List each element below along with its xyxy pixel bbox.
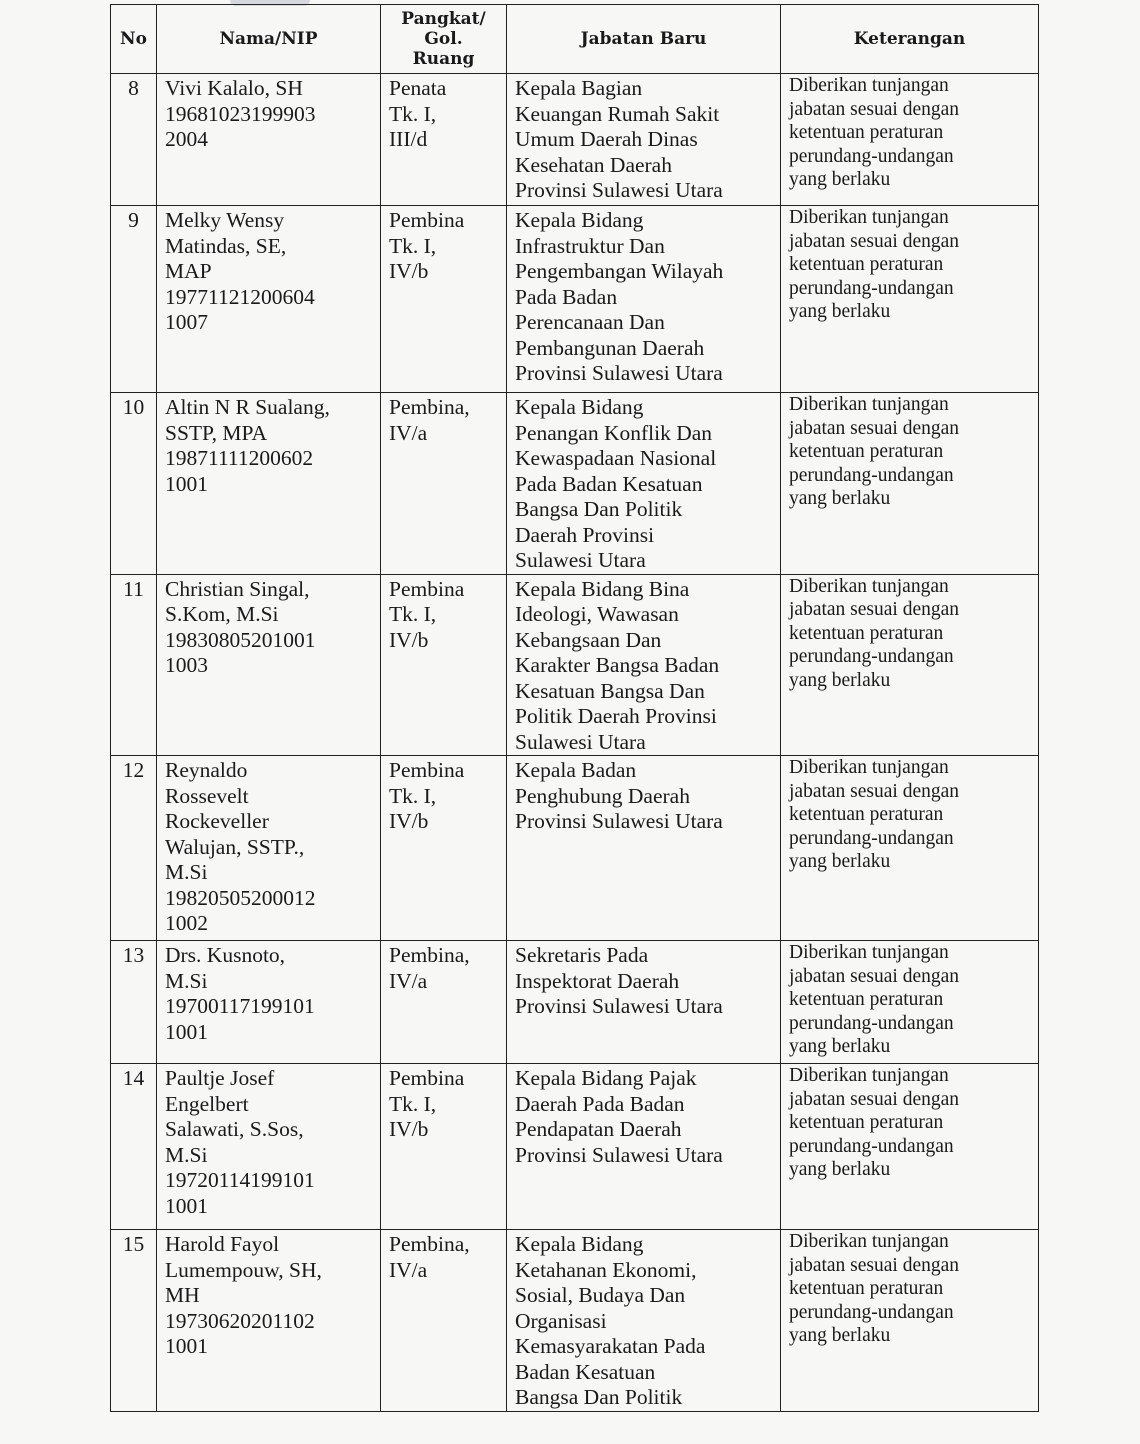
cell-nama-nip-line: 1001: [165, 1334, 208, 1358]
cell-nama-nip-line: 1001: [165, 1019, 208, 1044]
cell-jabatan-baru: [507, 206, 781, 393]
cell-jabatan-baru-line: Keuangan Rumah Sakit: [515, 101, 720, 126]
cell-jabatan-baru-line: Pendapatan Daerah: [515, 1117, 682, 1141]
cell-nama-nip-line: Paultje Josef: [165, 1066, 275, 1090]
cell-jabatan-baru-line: Kepala Bidang Bina: [515, 576, 690, 601]
cell-jabatan-baru-line: Pada Badan Kesatuan: [515, 471, 703, 496]
cell-jabatan-baru-line: Kepala Badan: [515, 758, 637, 782]
cell-nama-nip-line: S.Kom, M.Si: [165, 602, 279, 626]
table-body: [111, 74, 1039, 1412]
cell-keterangan-line: ketentuan peraturan: [789, 1278, 944, 1299]
cell-nama-nip-line: 19820505200012: [165, 885, 316, 910]
cell-jabatan-baru-line: Karakter Bangsa Badan: [515, 653, 720, 677]
cell-keterangan-line: yang berlaku: [789, 1159, 891, 1180]
cell-keterangan: [781, 574, 1039, 756]
cell-jabatan-baru-line: Kebangsaan Dan: [515, 627, 662, 652]
cell-keterangan: [781, 393, 1039, 575]
cell-pangkat: [381, 393, 507, 575]
cell-jabatan-baru-line: Kewaspadaan Nasional: [515, 446, 717, 470]
cell-keterangan-line: jabatan sesuai dengan: [789, 1088, 960, 1110]
cell-pangkat-line: Pembina,: [389, 943, 470, 967]
cell-jabatan-baru-line: Daerah Pada Badan: [515, 1091, 685, 1116]
cell-keterangan-line: Diberikan tunjangan: [789, 757, 949, 778]
cell-nama-nip-line: Salawati, S.Sos,: [165, 1117, 304, 1141]
cell-keterangan: [781, 1230, 1039, 1412]
cell-nama-nip-line: Lumempouw, SH,: [165, 1257, 322, 1282]
cell-pangkat-line: IV/b: [389, 809, 429, 833]
cell-pangkat-line: Pembina: [389, 576, 465, 601]
cell-jabatan-baru-line: Provinsi Sulawesi Utara: [515, 1142, 723, 1167]
cell-keterangan-line: ketentuan peraturan: [789, 622, 944, 644]
cell-pangkat-line: Pembina: [389, 758, 465, 782]
cell-jabatan-baru-line: Perencanaan Dan: [515, 310, 665, 334]
cell-keterangan: [781, 206, 1039, 393]
cell-jabatan-baru-line: Bangsa Dan Politik: [515, 1385, 683, 1409]
cell-no: 14: [111, 1064, 157, 1230]
cell-keterangan-line: perundang-undangan: [789, 277, 954, 299]
cell-nama-nip: [157, 206, 381, 393]
cell-pangkat-line: Tk. I,: [389, 602, 437, 626]
cell-jabatan-baru-line: Sulawesi Utara: [515, 548, 646, 572]
cell-nama-nip: [157, 574, 381, 756]
cell-jabatan-baru: [507, 574, 781, 756]
cell-no: 15: [111, 1230, 157, 1412]
cell-jabatan-baru-line: Kepala Bidang Pajak: [515, 1066, 697, 1090]
cell-pangkat: [381, 74, 507, 206]
cell-no: 13: [111, 941, 157, 1064]
cell-pangkat-line: Penata: [389, 76, 447, 100]
cell-keterangan-line: yang berlaku: [789, 1325, 891, 1346]
table-header-row: [111, 5, 1039, 74]
cell-jabatan-baru-line: Bangsa Dan Politik: [515, 497, 683, 521]
cell-nama-nip: [157, 1230, 381, 1412]
cell-keterangan-line: yang berlaku: [789, 1036, 891, 1057]
cell-keterangan-line: yang berlaku: [789, 669, 891, 691]
table-row: [111, 1064, 1039, 1230]
cell-nama-nip-line: 19871111200602: [165, 446, 314, 470]
header-nama-nip: Nama/NIP: [157, 5, 381, 74]
header-no: No: [111, 5, 157, 74]
cell-jabatan-baru-line: Infrastruktur Dan: [515, 233, 665, 258]
cell-nama-nip-line: Altin N R Sualang,: [165, 395, 330, 419]
cell-jabatan-baru-line: Politik Daerah Provinsi: [515, 704, 717, 728]
appointment-table: [110, 4, 1039, 1412]
cell-nama-nip-line: 19720114199101: [165, 1168, 315, 1192]
cell-keterangan: [781, 74, 1039, 206]
header-jabatan-baru: Jabatan Baru: [507, 5, 781, 74]
cell-pangkat-line: IV/b: [389, 627, 429, 652]
cell-no: 8: [111, 74, 157, 206]
cell-jabatan-baru-line: Kepala Bidang: [515, 395, 644, 419]
cell-keterangan-line: jabatan sesuai dengan: [789, 1254, 960, 1276]
cell-jabatan-baru-line: Provinsi Sulawesi Utara: [515, 361, 723, 385]
header-pangkat-line: Gol.: [424, 29, 463, 49]
cell-jabatan-baru-line: Badan Kesatuan: [515, 1359, 656, 1384]
cell-no: 10: [111, 393, 157, 575]
cell-jabatan-baru: [507, 393, 781, 575]
cell-pangkat: [381, 941, 507, 1064]
cell-pangkat-line: Tk. I,: [389, 1091, 437, 1116]
cell-keterangan-line: Diberikan tunjangan: [789, 75, 949, 96]
cell-jabatan-baru-line: Penghubung Daerah: [515, 783, 690, 808]
cell-keterangan: [781, 756, 1039, 941]
cell-keterangan-line: jabatan sesuai dengan: [789, 98, 960, 120]
table-row: [111, 1230, 1039, 1412]
cell-nama-nip-line: Matindas, SE,: [165, 233, 287, 258]
cell-jabatan-baru-line: Kepala Bidang: [515, 208, 644, 232]
cell-nama-nip-line: 19830805201001: [165, 627, 316, 652]
cell-pangkat-line: Pembina,: [389, 395, 470, 419]
cell-pangkat-line: IV/a: [389, 420, 428, 445]
cell-keterangan-line: jabatan sesuai dengan: [789, 965, 960, 987]
cell-pangkat: [381, 756, 507, 941]
cell-keterangan-line: perundang-undangan: [789, 1301, 954, 1323]
cell-nama-nip-line: MH: [165, 1283, 200, 1307]
cell-nama-nip: [157, 756, 381, 941]
cell-no: 9: [111, 206, 157, 393]
cell-keterangan-line: perundang-undangan: [789, 1135, 954, 1157]
cell-keterangan-line: yang berlaku: [789, 851, 891, 872]
cell-nama-nip-line: 1001: [165, 1193, 208, 1218]
cell-pangkat: [381, 1064, 507, 1230]
cell-jabatan-baru: [507, 74, 781, 206]
cell-nama-nip: [157, 941, 381, 1064]
cell-pangkat: [381, 206, 507, 393]
table-row: [111, 941, 1039, 1064]
header-keterangan: Keterangan: [781, 5, 1039, 74]
cell-pangkat-line: Pembina: [389, 1066, 465, 1090]
cell-nama-nip: [157, 1064, 381, 1230]
cell-jabatan-baru-line: Sulawesi Utara: [515, 729, 646, 754]
cell-jabatan-baru-line: Pengembangan Wilayah: [515, 259, 724, 283]
table-row: [111, 574, 1039, 756]
cell-jabatan-baru: [507, 1230, 781, 1412]
cell-keterangan-line: ketentuan peraturan: [789, 441, 944, 462]
cell-jabatan-baru-line: Umum Daerah Dinas: [515, 127, 698, 151]
cell-pangkat-line: IV/a: [389, 968, 428, 993]
cell-keterangan-line: jabatan sesuai dengan: [789, 417, 960, 439]
cell-nama-nip-line: SSTP, MPA: [165, 420, 267, 445]
cell-pangkat-line: Tk. I,: [389, 233, 437, 258]
cell-nama-nip-line: Rossevelt: [165, 783, 249, 808]
cell-nama-nip-line: Rockeveller: [165, 809, 269, 833]
cell-nama-nip-line: M.Si: [165, 1142, 208, 1167]
cell-keterangan: [781, 941, 1039, 1064]
cell-keterangan: [781, 1064, 1039, 1230]
cell-nama-nip-line: 1002: [165, 911, 208, 935]
cell-keterangan-line: perundang-undangan: [789, 1012, 954, 1034]
cell-keterangan-line: ketentuan peraturan: [789, 989, 944, 1010]
cell-pangkat-line: Pembina: [389, 208, 465, 232]
cell-nama-nip-line: Drs. Kusnoto,: [165, 943, 286, 967]
cell-nama-nip: [157, 393, 381, 575]
cell-nama-nip-line: MAP: [165, 259, 212, 283]
table-row: [111, 756, 1039, 941]
cell-keterangan-line: Diberikan tunjangan: [789, 942, 949, 963]
cell-jabatan-baru-line: Kepala Bagian: [515, 76, 643, 100]
cell-keterangan-line: jabatan sesuai dengan: [789, 599, 960, 620]
cell-keterangan-line: Diberikan tunjangan: [789, 575, 949, 597]
cell-keterangan-line: ketentuan peraturan: [789, 122, 944, 143]
cell-no: 12: [111, 756, 157, 941]
cell-keterangan-line: ketentuan peraturan: [789, 1112, 944, 1133]
cell-nama-nip-line: 1003: [165, 653, 208, 677]
cell-jabatan-baru-line: Ketahanan Ekonomi,: [515, 1257, 697, 1282]
cell-jabatan-baru-line: Pembangunan Daerah: [515, 335, 705, 360]
cell-pangkat-line: IV/b: [389, 1117, 429, 1141]
cell-jabatan-baru-line: Sosial, Budaya Dan: [515, 1283, 686, 1307]
cell-keterangan-line: Diberikan tunjangan: [789, 394, 949, 415]
cell-jabatan-baru-line: Ideologi, Wawasan: [515, 602, 679, 626]
cell-keterangan-line: perundang-undangan: [789, 464, 954, 486]
cell-nama-nip-line: 2004: [165, 127, 208, 151]
cell-jabatan-baru-line: Kesehatan Daerah: [515, 152, 672, 177]
cell-keterangan-line: Diberikan tunjangan: [789, 1231, 949, 1252]
table-row: [111, 74, 1039, 206]
cell-pangkat-line: IV/b: [389, 259, 429, 283]
cell-no: 11: [111, 574, 157, 756]
header-pangkat-line: Pangkat/: [401, 9, 486, 29]
cell-jabatan-baru-line: Inspektorat Daerah: [515, 968, 680, 993]
cell-nama-nip-line: Engelbert: [165, 1091, 249, 1116]
cell-nama-nip-line: Walujan, SSTP.,: [165, 834, 305, 859]
cell-jabatan-baru-line: Pada Badan: [515, 284, 618, 309]
cell-keterangan-line: perundang-undangan: [789, 827, 954, 849]
cell-keterangan-line: yang berlaku: [789, 169, 891, 190]
cell-nama-nip-line: Melky Wensy: [165, 208, 285, 232]
cell-nama-nip: [157, 74, 381, 206]
cell-jabatan-baru-line: Provinsi Sulawesi Utara: [515, 809, 723, 833]
cell-nama-nip-line: 19730620201102: [165, 1308, 315, 1333]
header-pangkat-line: Ruang: [412, 49, 475, 69]
cell-jabatan-baru-line: Daerah Provinsi: [515, 522, 655, 547]
cell-jabatan-baru-line: Penangan Konflik Dan: [515, 420, 713, 445]
cell-jabatan-baru-line: Kesatuan Bangsa Dan: [515, 678, 705, 703]
cell-jabatan-baru: [507, 941, 781, 1064]
table-row: [111, 206, 1039, 393]
cell-nama-nip-line: M.Si: [165, 860, 208, 884]
cell-nama-nip-line: Harold Fayol: [165, 1232, 280, 1256]
cell-nama-nip-line: 1001: [165, 471, 208, 496]
cell-jabatan-baru-line: Organisasi: [515, 1308, 607, 1333]
cell-jabatan-baru-line: Provinsi Sulawesi Utara: [515, 994, 723, 1018]
cell-jabatan-baru-line: Sekretaris Pada: [515, 943, 649, 967]
cell-keterangan-line: Diberikan tunjangan: [789, 1065, 949, 1086]
cell-nama-nip-line: 19681023199903: [165, 101, 316, 126]
cell-pangkat-line: Pembina,: [389, 1232, 470, 1256]
cell-keterangan-line: yang berlaku: [789, 301, 891, 322]
cell-nama-nip-line: M.Si: [165, 968, 208, 993]
cell-pangkat: [381, 1230, 507, 1412]
cell-nama-nip-line: 19700117199101: [165, 994, 315, 1018]
cell-jabatan-baru-line: Provinsi Sulawesi Utara: [515, 178, 723, 202]
cell-pangkat-line: Tk. I,: [389, 101, 437, 126]
cell-pangkat-line: III/d: [389, 127, 428, 151]
cell-pangkat-line: Tk. I,: [389, 783, 437, 808]
cell-nama-nip-line: 1007: [165, 310, 208, 334]
header-pangkat: [381, 5, 507, 74]
cell-jabatan-baru: [507, 1064, 781, 1230]
cell-pangkat: [381, 574, 507, 756]
cell-keterangan-line: Diberikan tunjangan: [789, 207, 949, 228]
cell-nama-nip-line: 19771121200604: [165, 284, 315, 309]
table-row: [111, 393, 1039, 575]
cell-nama-nip-line: Vivi Kalalo, SH: [165, 76, 303, 100]
cell-jabatan-baru-line: Kemasyarakatan Pada: [515, 1334, 706, 1358]
cell-keterangan-line: jabatan sesuai dengan: [789, 230, 960, 252]
cell-keterangan-line: ketentuan peraturan: [789, 254, 944, 275]
cell-keterangan-line: yang berlaku: [789, 488, 891, 509]
cell-nama-nip-line: Christian Singal,: [165, 576, 310, 601]
cell-jabatan-baru-line: Kepala Bidang: [515, 1232, 644, 1256]
cell-jabatan-baru: [507, 756, 781, 941]
cell-keterangan-line: jabatan sesuai dengan: [789, 780, 960, 802]
cell-nama-nip-line: Reynaldo: [165, 758, 248, 782]
cell-keterangan-line: perundang-undangan: [789, 646, 954, 667]
cell-pangkat-line: IV/a: [389, 1257, 428, 1282]
cell-keterangan-line: perundang-undangan: [789, 145, 954, 167]
cell-keterangan-line: ketentuan peraturan: [789, 804, 944, 825]
